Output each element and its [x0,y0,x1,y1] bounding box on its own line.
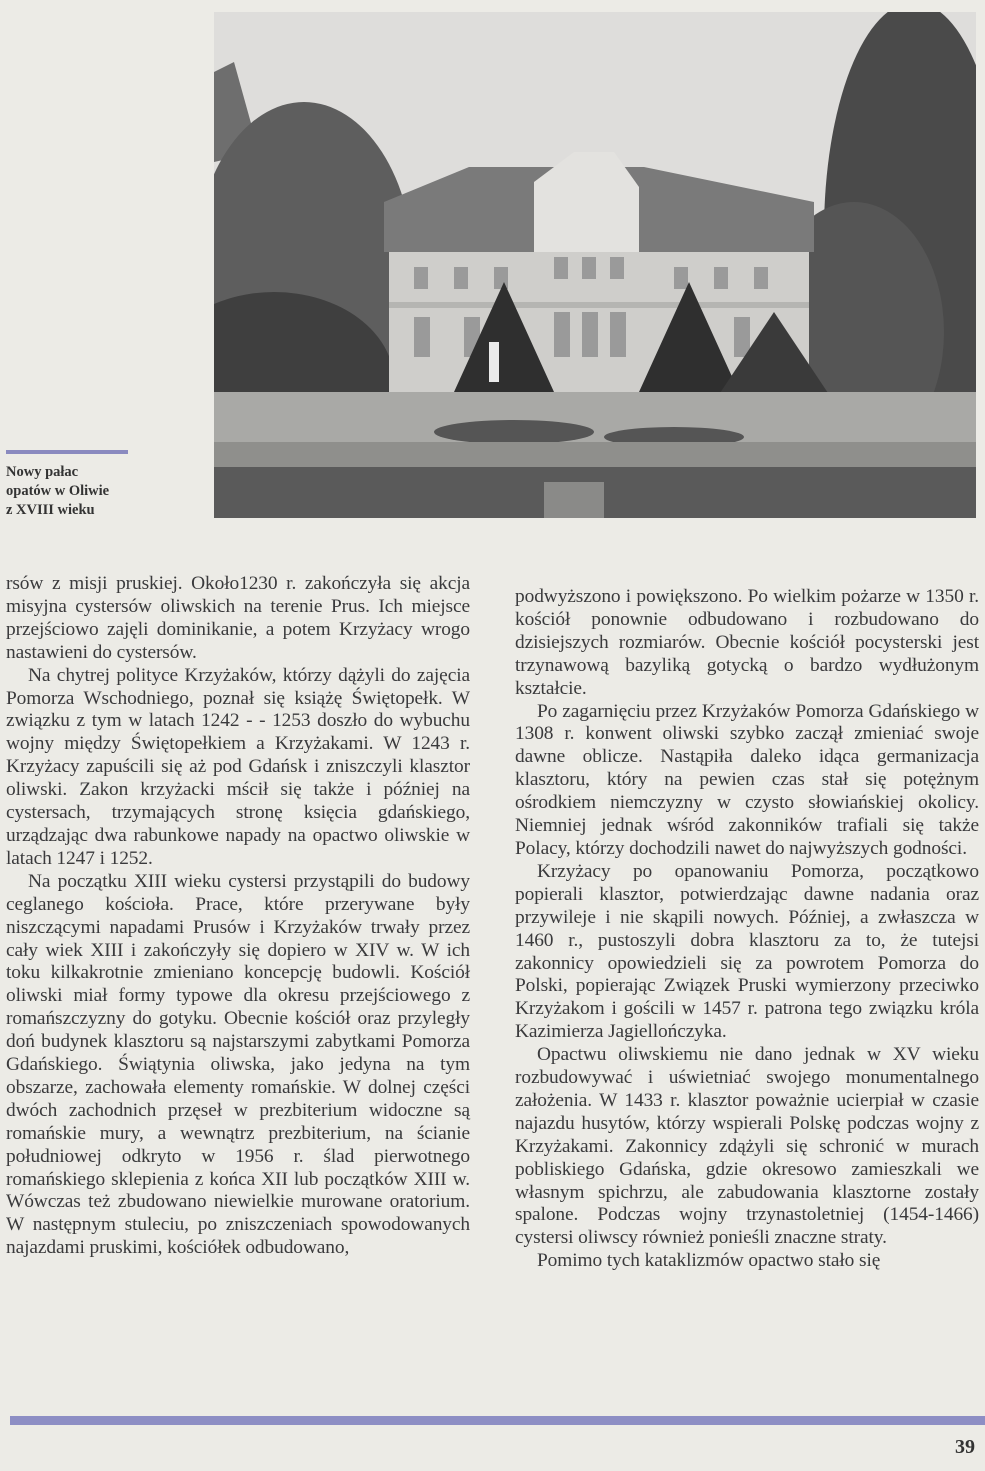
paragraph: Krzyżacy po opanowaniu Pomorza, początkowo popierali klasztor, potwierdzając dawne nadania oraz przywileje i nie skąpili nowych. Później, a zwłaszcza w 1460 r., pustoszyli dobra klasztoru za to, że tutejsi zakonnicy opowiedzieli się za powrotem Pomorza do Polski, popierając Związek Pruski wymierzony przeciwko Krzyżakom i gościli w 1457 r. patrona tego związku króla Kazimierza Jagiellończyka. [515,860,979,1043]
paragraph: podwyższono i powiększono. Po wielkim pożarze w 1350 r. kościół ponownie odbudowano i rozbudowano do dzisiejszych rozmiarów. Obecnie kościół pocysterski jest trzynawową bazyliką gotycką o bardzo wydłużonym kształcie. [515,586,979,699]
footer-rule [10,1416,985,1425]
caption-line: z XVIII wieku [6,502,95,518]
paragraph: Opactwu oliwskiemu nie dano jednak w XV wieku rozbudowywać i uświetniać swojego monumentalnego założenia. W 1433 r. klasztor poważnie ucierpiał w czasie najazdu husytów, którzy wspierali Polskę podczas wojny z Krzyżakami. Zakonnicy zdążyli się schronić w murach pobliskiego Gdańska, gdzie okresowo zamieszkali we własnym spichrzu, ale zabudowania klasztorne zostały spalone. Podczas wojny trzynastoletniej (1454-1466) cystersi oliwscy również ponieśli znaczne straty. [515,1044,979,1249]
palace-photo [214,12,976,518]
paragraph: rsów z misji pruskiej. Około1230 r. zakończyła się akcja misyjna cystersów oliwskich na terenie Prus. Ich miejsce przejściowo zajęli dominikanie, a potem Krzyżacy wrogo nastawieni do cystersów. [6,573,470,663]
palace-photo-illustration [214,12,976,518]
right-column [515,586,979,1273]
caption-rule [6,450,128,454]
paragraph: Na chytrej polityce Krzyżaków, którzy dążyli do zajęcia Pomorza Wschodniego, poznał się książę Świętopełk. W związku z tym w latach 1242 - - 1253 doszło do wybuchu wojny między Świętopełkiem a Krzyżakami. W 1243 r. Krzyżacy zapuścili się aż pod Gdańsk i zniszczyli klasztor oliwski. Zakon krzyżacki mścił się także i później na cystersach, trzymających stronę księcia gdańskiego, urządzając dwa rabunkowe napady na opactwo oliwskie w latach 1247 i 1252. [6,664,470,869]
paragraph: Po zagarnięciu przez Krzyżaków Pomorza Gdańskiego w 1308 r. konwent oliwski szybko zaczął zmieniać swoje dawne oblicze. Nastąpiła daleko idąca germanizacja klasztoru, który na pewien czas stał się potężnym ośrodkiem niemczyzny w czysto słowiańskiej okolicy. Niemniej jednak wśród zakonników trafiali się także Polacy, którzy dochodzili nawet do najwyższych godności. [515,700,979,859]
left-column [6,573,470,1260]
paragraph: Na początku XIII wieku cystersi przystąpili do budowy ceglanego kościoła. Prace, które przerywane były niszczącymi napadami Prusów i Krzyżaków trwały przez cały wiek XIII i zakończyły się dopiero w XIV w. W ich toku kilkakrotnie zmieniano koncepcję budowli. Kościół oliwski miał formy typowe dla okresu przejściowego z romańszczyzny do gotyku. Obecnie kościół oraz przyległy doń budynek klasztoru są najstarszymi zabytkami Pomorza Gdańskiego. Świątynia oliwska, jako jedyna na tym obszarze, zachowała elementy romańskie. W dolnej części dwóch zachodnich przęseł w prezbiterium widoczne są romańskie mury, a wewnątrz prezbiterium, na ścianie południowej odkryto w 1956 r. ślad pierwotnego romańskiego sklepienia z końca XII lub początków XIII w. Wówczas też zbudowano niewielkie murowane oratorium. W następnym stuleciu, po zniszczeniach spowodowanych najazdami pruskimi, kościółek odbudowano, [6,870,470,1259]
photo-caption [6,463,206,520]
paragraph: Pomimo tych kataklizmów opactwo stało się [537,1250,881,1272]
caption-line: opatów w Oliwie [6,483,110,499]
caption-line: Nowy pałac [6,464,79,480]
page-number: 39 [955,1436,975,1458]
